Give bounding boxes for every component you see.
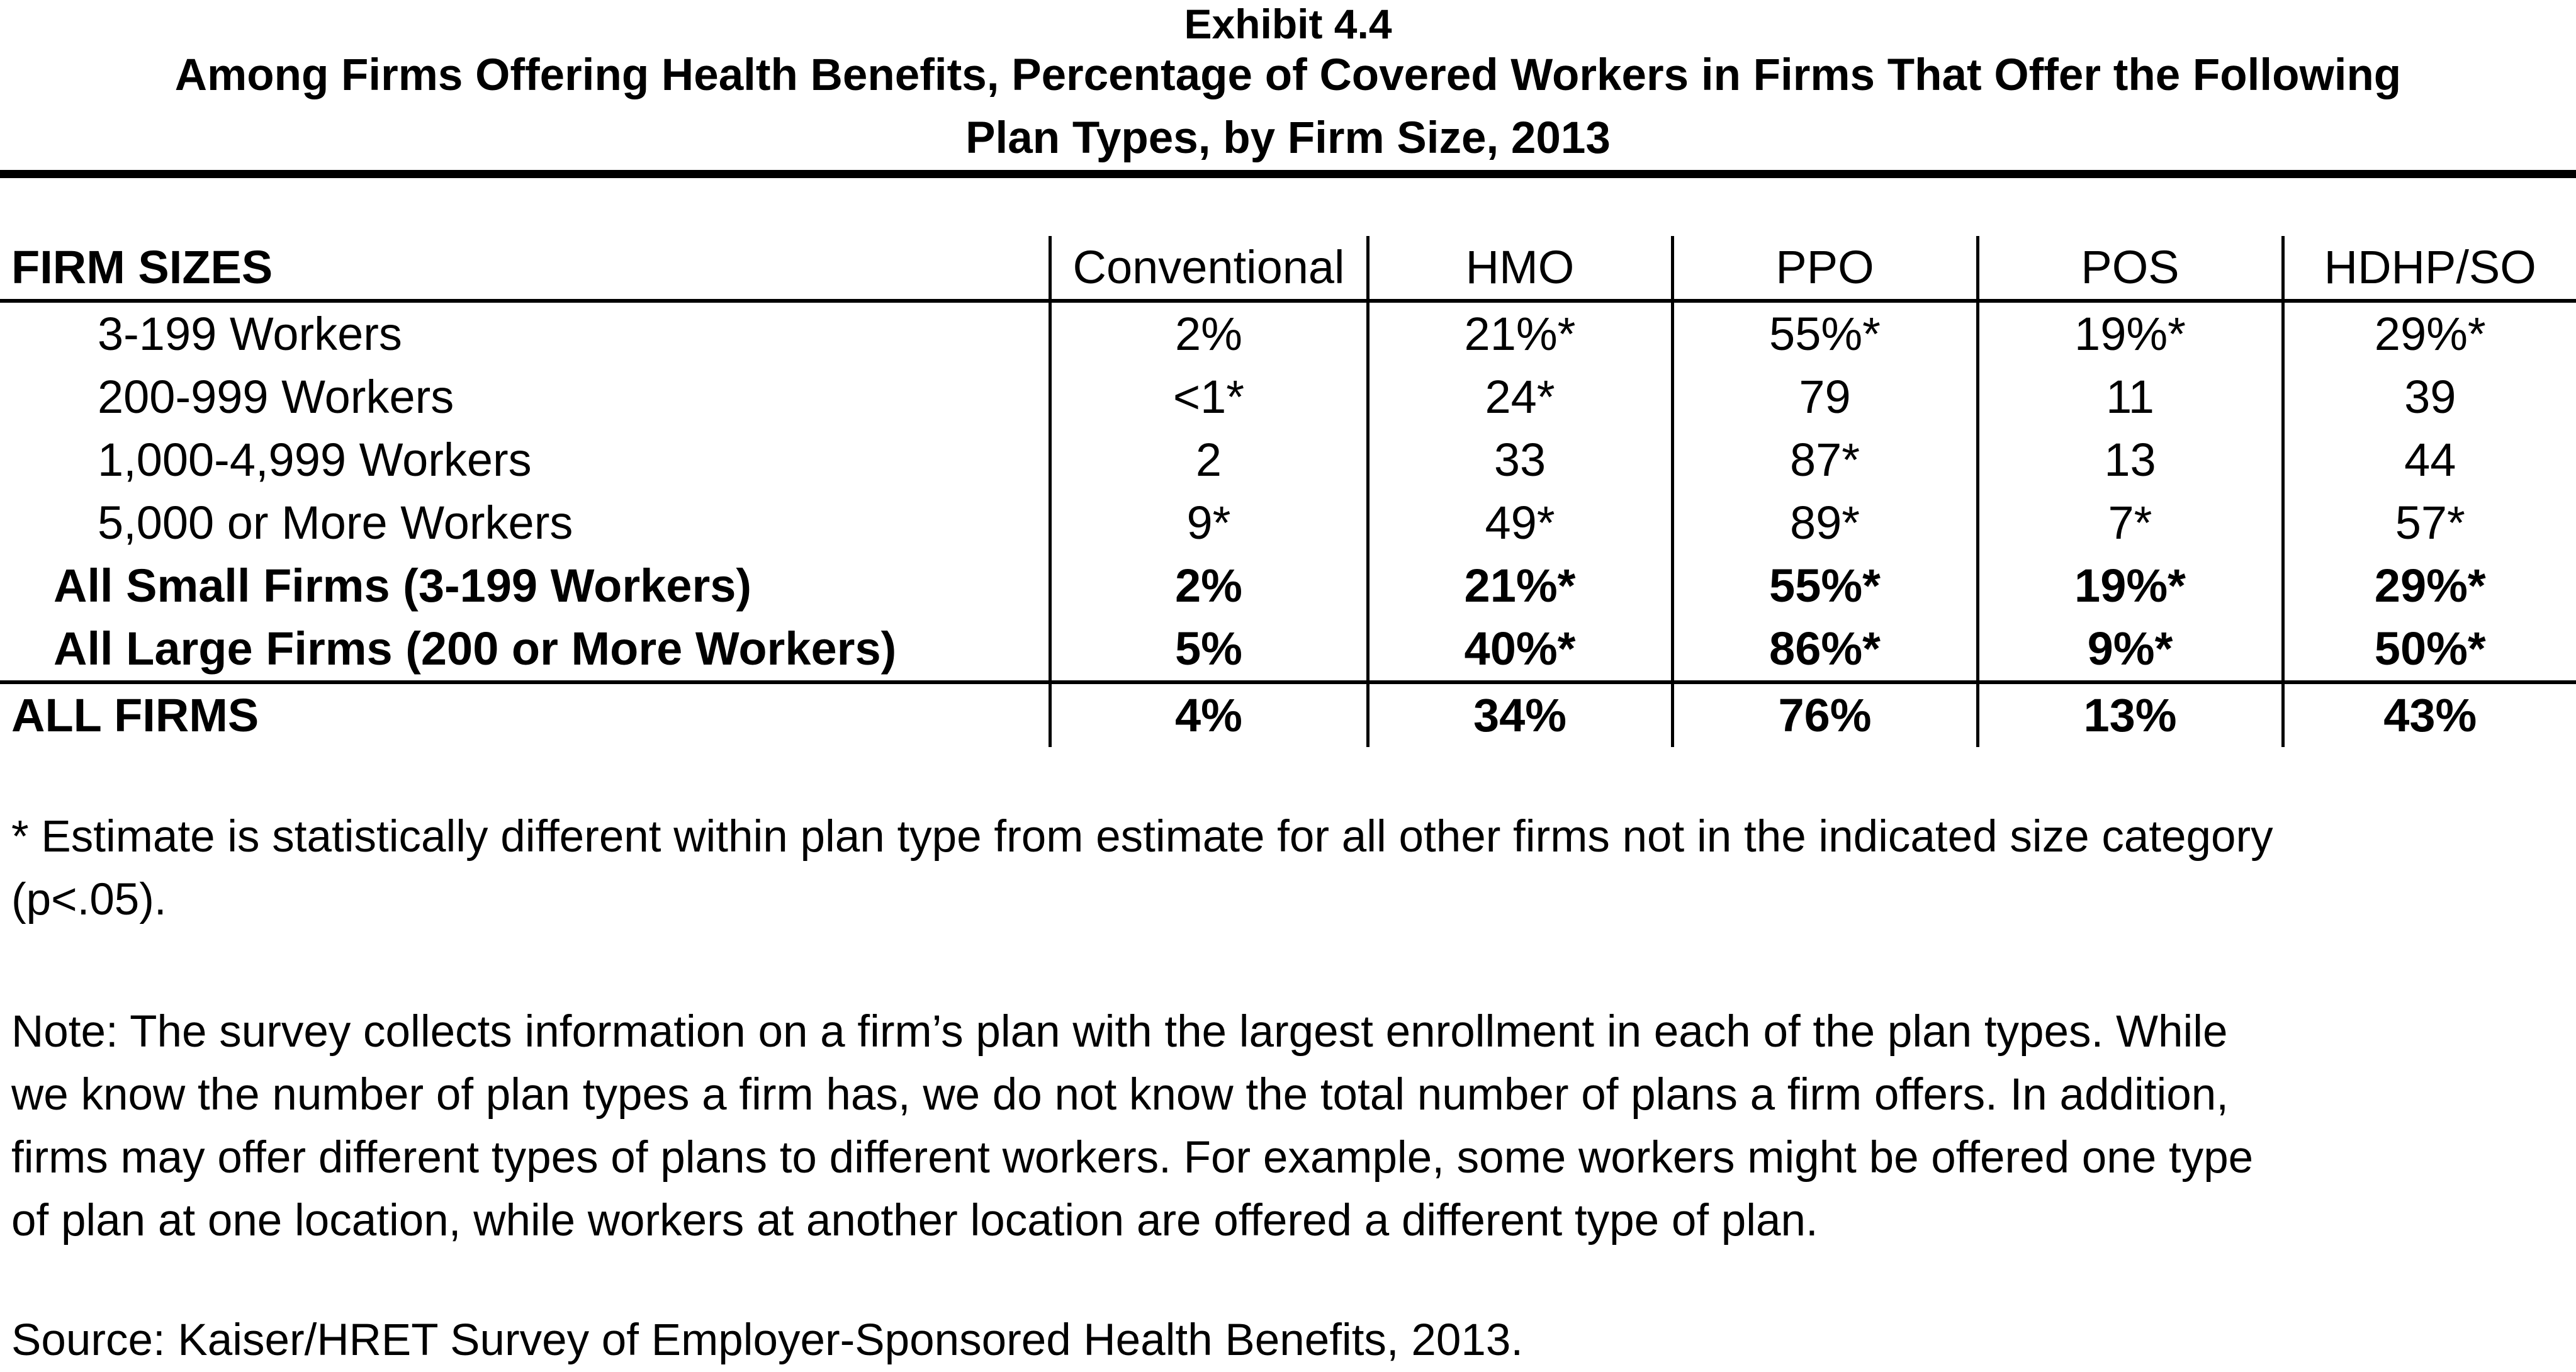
cell-conventional: 9* [1050,492,1368,554]
table-row-all-firms [0,682,2576,747]
row-label: 3-199 Workers [98,308,402,360]
table-row [0,301,2576,366]
header-conventional: Conventional [1050,236,1368,301]
significance-footnote [11,806,2567,931]
table-row [0,492,2576,554]
cell-ppo: 79 [1672,366,1977,429]
row-label: 200-999 Workers [98,371,454,423]
cell-conventional: 2 [1050,429,1368,492]
cell-pos: 19%* [1977,554,2283,617]
header-ppo: PPO [1672,236,1977,301]
cell-ppo: 89* [1672,492,1977,554]
cell-pos: 13% [1977,682,2283,747]
source-citation: Source: Kaiser/HRET Survey of Employer-Sponsored Health Benefits, 2013. [11,1315,1524,1365]
note-line3: firms may offer different types of plans to different workers. For example, some workers might be offered one type [11,1133,2254,1183]
cell-hmo: 24* [1368,366,1672,429]
row-label: 5,000 or More Workers [98,497,573,549]
exhibit-title-line1: Among Firms Offering Health Benefits, Percentage of Covered Workers in Firms That Offer the Following [174,50,2402,100]
cell-ppo: 87* [1672,429,1977,492]
cell-hmo: 49* [1368,492,1672,554]
cell-hmo: 21%* [1368,301,1672,366]
table-header-row [0,236,2576,301]
cell-hmo: 34% [1368,682,1672,747]
cell-conventional: 4% [1050,682,1368,747]
row-label: All Small Firms (3-199 Workers) [53,559,752,612]
cell-conventional: 2% [1050,301,1368,366]
exhibit-label: Exhibit 4.4 [1184,1,1392,47]
table-row [0,617,2576,682]
cell-hdhp-so: 44 [2283,429,2576,492]
survey-note [11,1001,2567,1252]
cell-ppo: 76% [1672,682,1977,747]
cell-pos: 19%* [1977,301,2283,366]
header-pos: POS [1977,236,2283,301]
cell-hmo: 40%* [1368,617,1672,682]
row-label: 1,000-4,999 Workers [98,434,532,486]
cell-hdhp-so: 39 [2283,366,2576,429]
cell-hdhp-so: 29%* [2283,301,2576,366]
plan-types-table [0,236,2576,747]
cell-ppo: 55%* [1672,301,1977,366]
footnote-line2: (p<.05). [11,875,167,925]
table-row [0,429,2576,492]
note-line1: Note: The survey collects information on a firm’s plan with the largest enrollment in each of the plan types. While [11,1007,2228,1057]
table-row [0,366,2576,429]
cell-conventional: 2% [1050,554,1368,617]
cell-ppo: 55%* [1672,554,1977,617]
cell-hdhp-so: 43% [2283,682,2576,747]
row-label: All Large Firms (200 or More Workers) [53,622,897,675]
note-line4: of plan at one location, while workers at another location are offered a different type of plan. [11,1196,1818,1245]
cell-pos: 11 [1977,366,2283,429]
cell-conventional: 5% [1050,617,1368,682]
cell-hmo: 21%* [1368,554,1672,617]
note-line2: we know the number of plan types a firm has, we do not know the total number of plans a firm offers. In addition, [11,1070,2229,1120]
cell-ppo: 86%* [1672,617,1977,682]
cell-conventional: <1* [1050,366,1368,429]
exhibit-title-line2: Plan Types, by Firm Size, 2013 [965,113,1611,163]
header-firm-sizes: FIRM SIZES [0,236,1050,301]
table-row [0,554,2576,617]
header-hdhp-so: HDHP/SO [2283,236,2576,301]
cell-hdhp-so: 50%* [2283,617,2576,682]
cell-pos: 9%* [1977,617,2283,682]
cell-hdhp-so: 29%* [2283,554,2576,617]
row-label: ALL FIRMS [0,682,1050,747]
header-hmo: HMO [1368,236,1672,301]
cell-pos: 7* [1977,492,2283,554]
exhibit-title [0,44,2576,170]
cell-hdhp-so: 57* [2283,492,2576,554]
cell-hmo: 33 [1368,429,1672,492]
footnote-line1: * Estimate is statistically different within plan type from estimate for all other firms not in the indicated size category [11,812,2273,862]
cell-pos: 13 [1977,429,2283,492]
title-divider [0,170,2576,178]
